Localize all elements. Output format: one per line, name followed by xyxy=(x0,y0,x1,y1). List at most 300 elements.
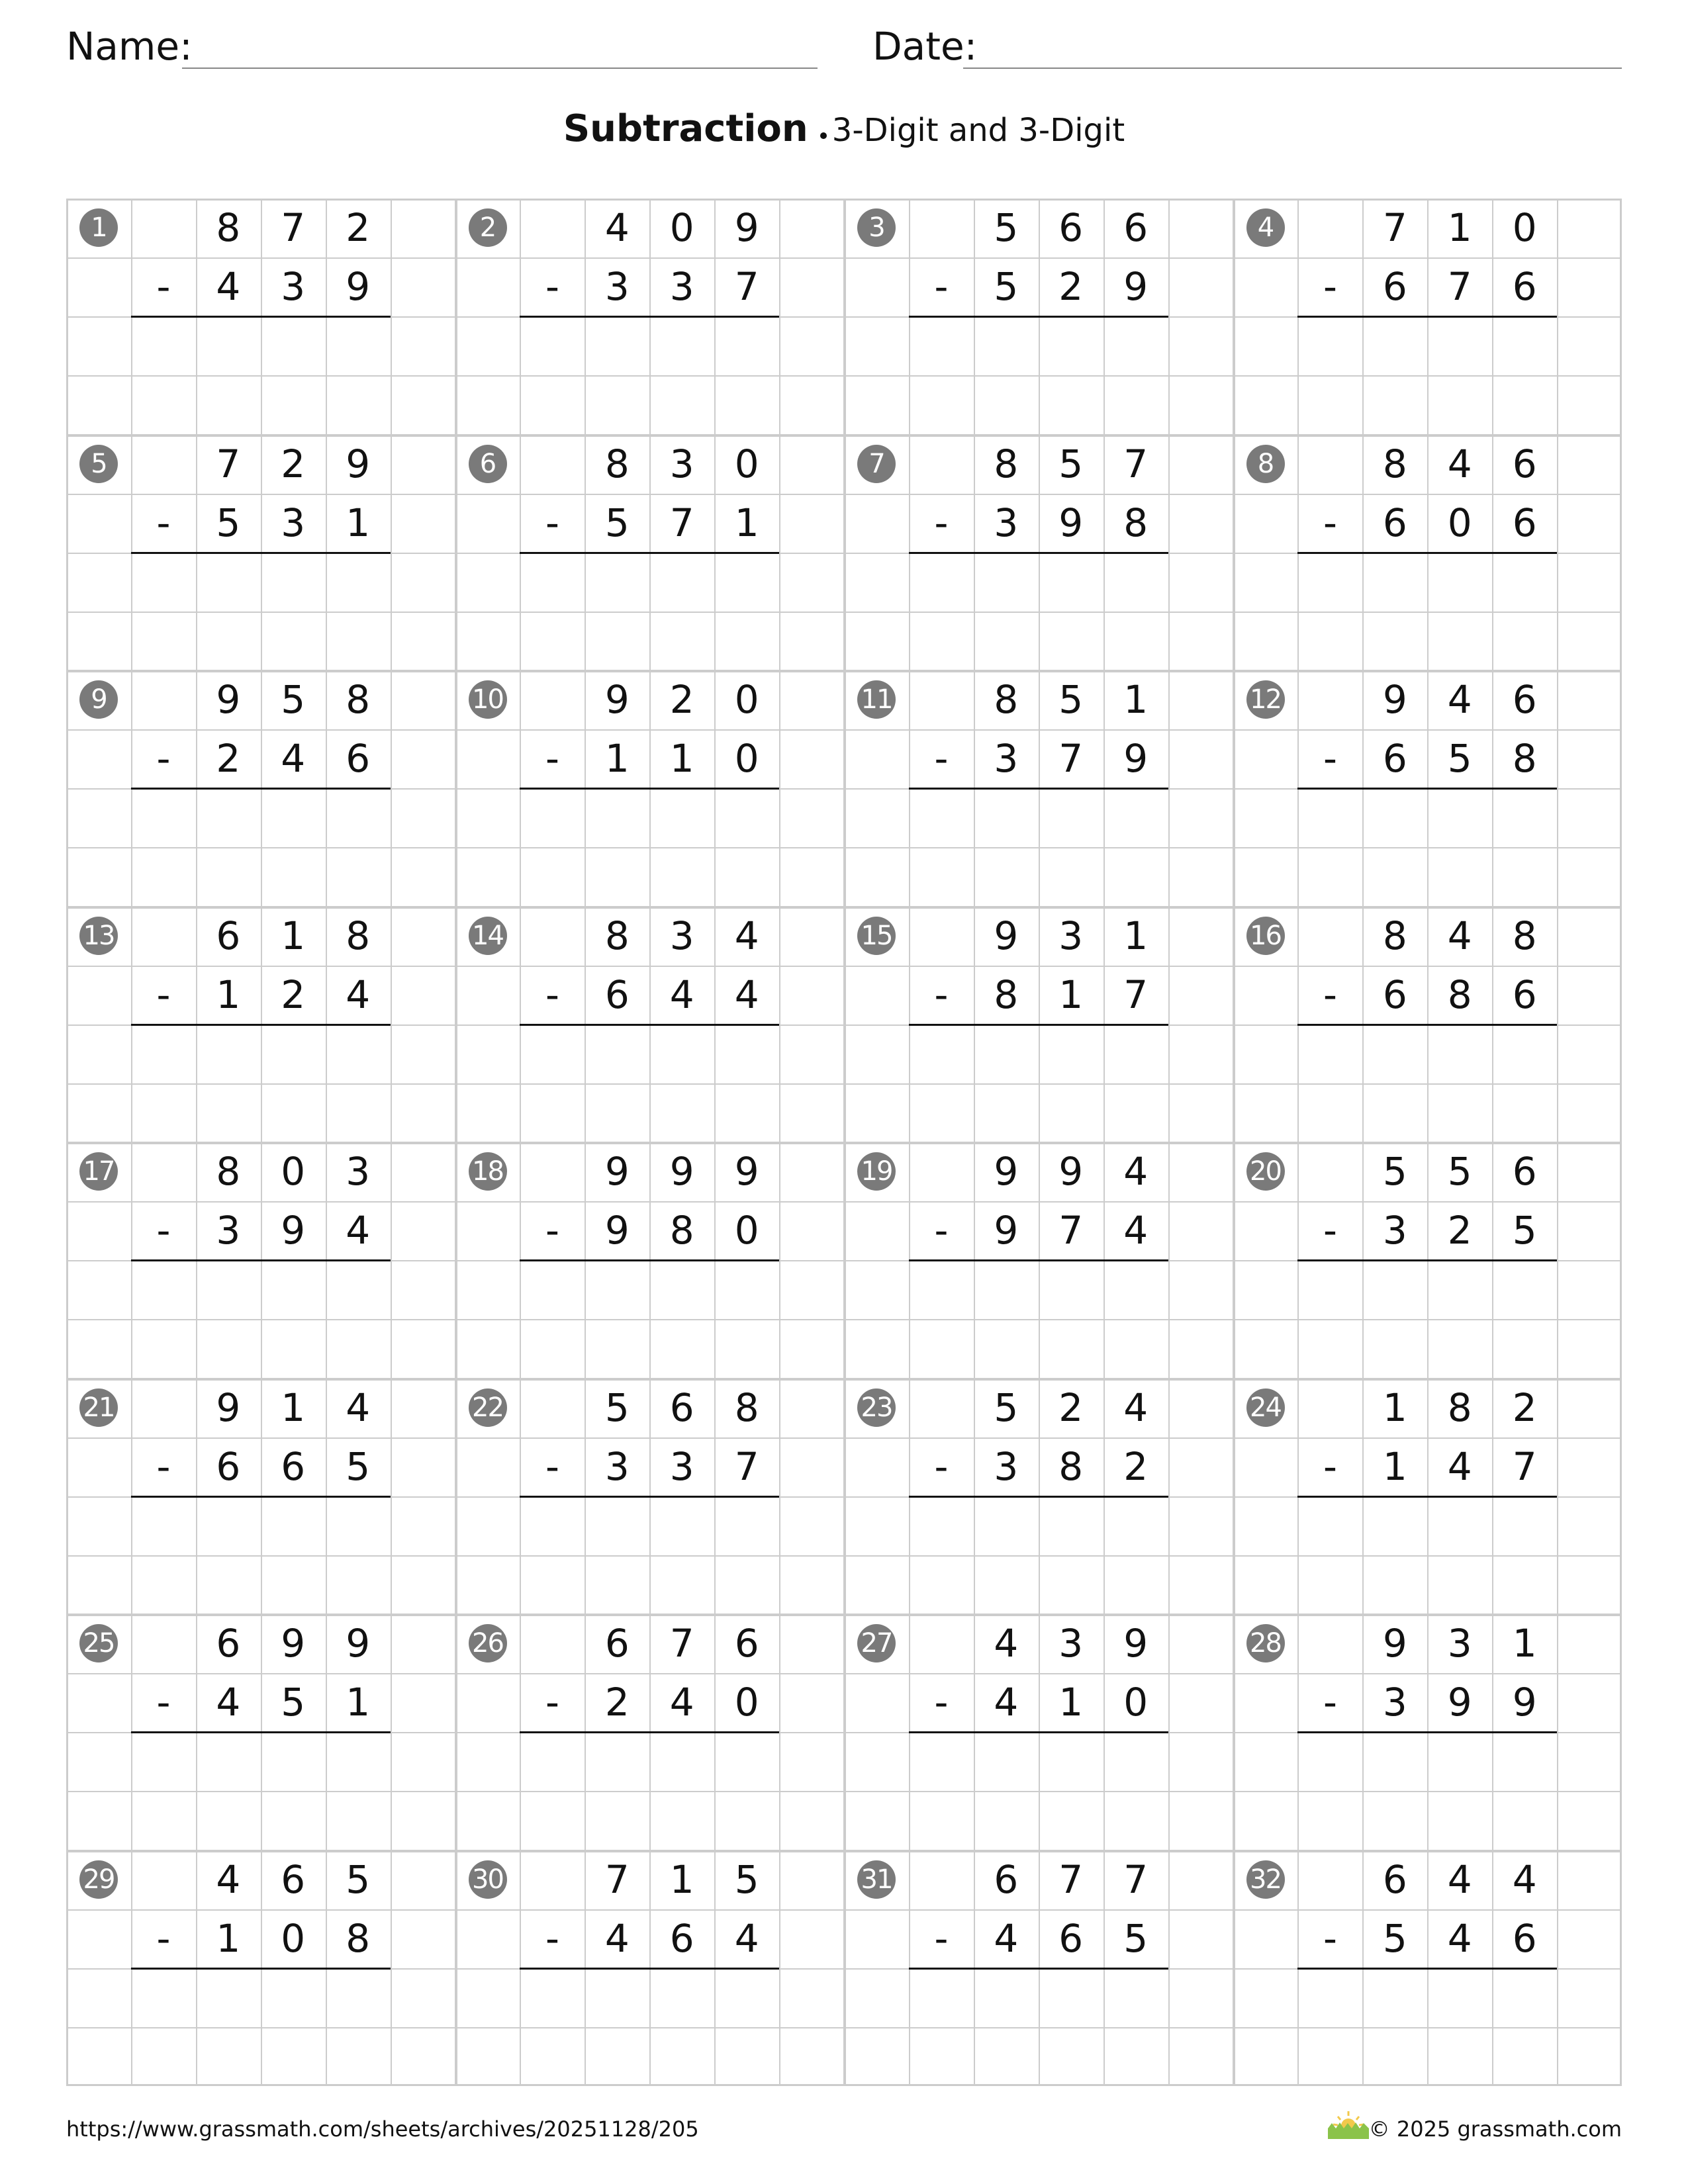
answer-cell[interactable] xyxy=(974,1791,1039,1850)
answer-cell[interactable] xyxy=(974,1732,1039,1791)
subtrahend-digit: 1 xyxy=(1058,972,1084,1017)
problem-number-badge: 24 xyxy=(1246,1388,1285,1427)
problem-number-badge: 11 xyxy=(857,680,896,719)
answer-cell[interactable] xyxy=(1039,1496,1103,1555)
answer-cell[interactable] xyxy=(1103,316,1168,375)
subtrahend-digit: 7 xyxy=(1058,1208,1084,1253)
answer-cell[interactable] xyxy=(1492,375,1557,434)
minuend-digit: 0 xyxy=(281,1149,306,1194)
problem-number-badge: 25 xyxy=(79,1624,118,1662)
minuend-digit: 0 xyxy=(669,205,694,250)
answer-cell[interactable] xyxy=(714,2027,779,2086)
answer-cell[interactable] xyxy=(261,553,326,612)
subtrahend-digit: 8 xyxy=(346,1915,371,1961)
answer-cell[interactable] xyxy=(585,1260,649,1319)
answer-cell[interactable] xyxy=(585,788,649,847)
answer-cell[interactable] xyxy=(649,1732,714,1791)
minuend-digit: 3 xyxy=(1058,913,1084,958)
answer-cell[interactable] xyxy=(585,316,649,375)
answer-cell[interactable] xyxy=(196,1083,261,1142)
minus-sign: - xyxy=(545,1443,559,1489)
answer-cell[interactable] xyxy=(1427,1555,1492,1614)
subtrahend-digit: 5 xyxy=(346,1443,371,1489)
answer-cell[interactable] xyxy=(1492,1968,1557,2027)
minuend-digit: 9 xyxy=(346,441,371,486)
minuend-digit: 2 xyxy=(1058,1385,1084,1430)
answer-cell[interactable] xyxy=(585,1024,649,1083)
minuend-digit: 5 xyxy=(346,1856,371,1902)
answer-cell[interactable] xyxy=(974,1968,1039,2027)
minus-sign: - xyxy=(156,1915,171,1961)
subtrahend-digit: 0 xyxy=(734,1680,759,1725)
answer-cell[interactable] xyxy=(196,847,261,906)
name-label: Name: xyxy=(66,24,193,69)
minuend-digit: 9 xyxy=(216,677,241,722)
minuend-digit: 7 xyxy=(604,1856,630,1902)
answer-cell[interactable] xyxy=(585,375,649,434)
answer-cell[interactable] xyxy=(974,847,1039,906)
answer-cell[interactable] xyxy=(974,1024,1039,1083)
problem-number-badge: 19 xyxy=(857,1152,896,1191)
answer-cell[interactable] xyxy=(196,1968,261,2027)
subtrahend-digit: 4 xyxy=(281,736,306,782)
subtrahend-digit: 7 xyxy=(1058,736,1084,782)
answer-cell[interactable] xyxy=(649,1496,714,1555)
answer-cell[interactable] xyxy=(649,847,714,906)
minuend-digit: 3 xyxy=(1058,1621,1084,1666)
minuend-digit: 8 xyxy=(216,1149,241,1194)
answer-cell[interactable] xyxy=(326,1319,391,1378)
answer-cell[interactable] xyxy=(261,1968,326,2027)
minuend-digit: 4 xyxy=(1447,1856,1472,1902)
answer-cell[interactable] xyxy=(1103,612,1168,670)
problem-number-badge: 28 xyxy=(1246,1624,1285,1662)
minuend-digit: 5 xyxy=(604,1385,630,1430)
answer-cell[interactable] xyxy=(974,788,1039,847)
answer-cell[interactable] xyxy=(714,1260,779,1319)
answer-cell[interactable] xyxy=(1103,788,1168,847)
answer-cell[interactable] xyxy=(261,1732,326,1791)
subtrahend-digit: 4 xyxy=(1447,1915,1472,1961)
problem-number-badge: 21 xyxy=(79,1388,118,1427)
answer-cell[interactable] xyxy=(649,1260,714,1319)
subtrahend-digit: 8 xyxy=(994,972,1019,1017)
minuend-digit: 9 xyxy=(1382,1621,1407,1666)
answer-cell[interactable] xyxy=(1039,847,1103,906)
problem-number-badge: 18 xyxy=(469,1152,507,1191)
answer-cell[interactable] xyxy=(1492,788,1557,847)
answer-cell[interactable] xyxy=(1362,1024,1427,1083)
answer-cell[interactable] xyxy=(714,316,779,375)
answer-cell[interactable] xyxy=(326,1260,391,1319)
answer-cell[interactable] xyxy=(1362,847,1427,906)
minuend-digit: 6 xyxy=(1058,205,1084,250)
answer-cell[interactable] xyxy=(1103,1791,1168,1850)
answer-cell[interactable] xyxy=(714,1496,779,1555)
answer-cell[interactable] xyxy=(1492,1791,1557,1850)
answer-cell[interactable] xyxy=(1039,1791,1103,1850)
answer-cell[interactable] xyxy=(1427,612,1492,670)
answer-cell[interactable] xyxy=(714,1555,779,1614)
minus-sign: - xyxy=(156,264,171,310)
answer-cell[interactable] xyxy=(1362,1496,1427,1555)
answer-cell[interactable] xyxy=(1103,1260,1168,1319)
answer-cell[interactable] xyxy=(1492,1496,1557,1555)
minuend-digit: 9 xyxy=(1382,677,1407,722)
answer-cell[interactable] xyxy=(974,1496,1039,1555)
answer-cell[interactable] xyxy=(261,1555,326,1614)
answer-cell[interactable] xyxy=(649,788,714,847)
answer-cell[interactable] xyxy=(1103,847,1168,906)
problem-number-badge: 31 xyxy=(857,1860,896,1899)
answer-cell[interactable] xyxy=(1427,375,1492,434)
answer-cell[interactable] xyxy=(326,788,391,847)
answer-cell[interactable] xyxy=(1427,847,1492,906)
minus-sign: - xyxy=(545,736,559,782)
answer-cell[interactable] xyxy=(649,1791,714,1850)
name-field-line[interactable] xyxy=(182,68,818,69)
answer-cell[interactable] xyxy=(1362,788,1427,847)
answer-cell[interactable] xyxy=(326,612,391,670)
answer-cell[interactable] xyxy=(1492,1555,1557,1614)
subtrahend-digit: 8 xyxy=(1512,736,1537,782)
answer-cell[interactable] xyxy=(261,612,326,670)
answer-cell[interactable] xyxy=(1427,1319,1492,1378)
answer-cell[interactable] xyxy=(1039,1083,1103,1142)
answer-cell[interactable] xyxy=(1039,1260,1103,1319)
answer-cell[interactable] xyxy=(261,1083,326,1142)
answer-cell[interactable] xyxy=(326,2027,391,2086)
minuend-digit: 9 xyxy=(346,1621,371,1666)
minuend-digit: 4 xyxy=(1447,913,1472,958)
answer-cell[interactable] xyxy=(1427,1968,1492,2027)
answer-cell[interactable] xyxy=(1103,1024,1168,1083)
answer-cell[interactable] xyxy=(714,1083,779,1142)
answer-cell[interactable] xyxy=(1492,316,1557,375)
subtrahend-digit: 0 xyxy=(734,736,759,782)
answer-cell[interactable] xyxy=(261,788,326,847)
answer-cell[interactable] xyxy=(1492,1083,1557,1142)
answer-cell[interactable] xyxy=(326,1968,391,2027)
answer-cell[interactable] xyxy=(261,847,326,906)
minuend-digit: 8 xyxy=(604,441,630,486)
answer-cell[interactable] xyxy=(714,1732,779,1791)
answer-cell[interactable] xyxy=(326,847,391,906)
subtrahend-digit: 8 xyxy=(1058,1443,1084,1489)
answer-cell[interactable] xyxy=(1039,788,1103,847)
minuend-digit: 5 xyxy=(1382,1149,1407,1194)
answer-cell[interactable] xyxy=(196,1024,261,1083)
minuend-digit: 4 xyxy=(734,913,759,958)
minus-sign: - xyxy=(545,972,559,1017)
answer-cell[interactable] xyxy=(1103,1319,1168,1378)
answer-cell[interactable] xyxy=(1039,612,1103,670)
subtrahend-digit: 4 xyxy=(216,264,241,310)
answer-cell[interactable] xyxy=(1427,316,1492,375)
minus-sign: - xyxy=(934,264,949,310)
minuend-digit: 1 xyxy=(1123,677,1149,722)
problem-number-badge: 9 xyxy=(79,680,118,719)
subtrahend-digit: 1 xyxy=(216,972,241,1017)
answer-cell[interactable] xyxy=(196,788,261,847)
minuend-digit: 5 xyxy=(1058,677,1084,722)
answer-cell[interactable] xyxy=(1039,553,1103,612)
answer-cell[interactable] xyxy=(974,316,1039,375)
answer-cell[interactable] xyxy=(1492,612,1557,670)
answer-cell[interactable] xyxy=(974,553,1039,612)
answer-cell[interactable] xyxy=(196,553,261,612)
answer-cell[interactable] xyxy=(585,612,649,670)
subtrahend-digit: 9 xyxy=(1512,1680,1537,1725)
answer-cell[interactable] xyxy=(1039,2027,1103,2086)
answer-cell[interactable] xyxy=(714,375,779,434)
answer-cell[interactable] xyxy=(974,612,1039,670)
answer-cell[interactable] xyxy=(326,375,391,434)
answer-cell[interactable] xyxy=(649,612,714,670)
minus-sign: - xyxy=(1323,264,1337,310)
answer-cell[interactable] xyxy=(714,1024,779,1083)
minuend-digit: 2 xyxy=(346,205,371,250)
answer-cell[interactable] xyxy=(649,1024,714,1083)
answer-cell[interactable] xyxy=(261,1024,326,1083)
answer-cell[interactable] xyxy=(585,1319,649,1378)
subtrahend-digit: 4 xyxy=(346,972,371,1017)
answer-cell[interactable] xyxy=(1492,1319,1557,1378)
answer-cell[interactable] xyxy=(326,1791,391,1850)
answer-cell[interactable] xyxy=(714,788,779,847)
problem-number-badge: 1 xyxy=(79,208,118,247)
minuend-digit: 9 xyxy=(1123,1621,1149,1666)
answer-cell[interactable] xyxy=(196,1732,261,1791)
answer-cell[interactable] xyxy=(326,553,391,612)
answer-cell[interactable] xyxy=(1362,1260,1427,1319)
answer-cell[interactable] xyxy=(261,2027,326,2086)
answer-cell[interactable] xyxy=(649,1083,714,1142)
answer-cell[interactable] xyxy=(1492,1732,1557,1791)
minuend-digit: 9 xyxy=(994,1149,1019,1194)
answer-cell[interactable] xyxy=(649,553,714,612)
subtrahend-digit: 9 xyxy=(1058,500,1084,545)
subtrahend-digit: 9 xyxy=(604,1208,630,1253)
answer-cell[interactable] xyxy=(261,316,326,375)
minuend-digit: 3 xyxy=(669,441,694,486)
minuend-digit: 9 xyxy=(604,1149,630,1194)
minuend-digit: 0 xyxy=(734,441,759,486)
answer-cell[interactable] xyxy=(649,375,714,434)
answer-cell[interactable] xyxy=(1492,1260,1557,1319)
answer-cell[interactable] xyxy=(714,1791,779,1850)
answer-cell[interactable] xyxy=(1103,1968,1168,2027)
answer-cell[interactable] xyxy=(1103,375,1168,434)
answer-cell[interactable] xyxy=(585,1968,649,2027)
answer-cell[interactable] xyxy=(585,1732,649,1791)
answer-cell[interactable] xyxy=(1362,1791,1427,1850)
subtrahend-digit: 6 xyxy=(1382,500,1407,545)
subtrahend-digit: 6 xyxy=(1512,500,1537,545)
problem-number-badge: 30 xyxy=(469,1860,507,1899)
answer-cell[interactable] xyxy=(1362,1083,1427,1142)
answer-cell[interactable] xyxy=(649,2027,714,2086)
answer-cell[interactable] xyxy=(1103,1496,1168,1555)
answer-cell[interactable] xyxy=(1362,612,1427,670)
answer-cell[interactable] xyxy=(649,316,714,375)
answer-cell[interactable] xyxy=(649,1968,714,2027)
minuend-digit: 8 xyxy=(216,205,241,250)
subtrahend-digit: 4 xyxy=(994,1915,1019,1961)
answer-cell[interactable] xyxy=(1039,1319,1103,1378)
answer-cell[interactable] xyxy=(326,1024,391,1083)
minuend-digit: 4 xyxy=(1123,1385,1149,1430)
answer-cell[interactable] xyxy=(974,1319,1039,1378)
minuend-digit: 5 xyxy=(994,205,1019,250)
minuend-digit: 6 xyxy=(734,1621,759,1666)
answer-cell[interactable] xyxy=(196,1496,261,1555)
minuend-digit: 1 xyxy=(1123,913,1149,958)
answer-cell[interactable] xyxy=(585,1555,649,1614)
answer-cell[interactable] xyxy=(585,2027,649,2086)
minuend-digit: 5 xyxy=(994,1385,1019,1430)
answer-cell[interactable] xyxy=(714,1319,779,1378)
answer-cell[interactable] xyxy=(1362,375,1427,434)
answer-cell[interactable] xyxy=(1427,1260,1492,1319)
minuend-digit: 3 xyxy=(346,1149,371,1194)
minuend-digit: 0 xyxy=(1512,205,1537,250)
minuend-digit: 1 xyxy=(669,1856,694,1902)
answer-cell[interactable] xyxy=(1039,1732,1103,1791)
minuend-digit: 8 xyxy=(1447,1385,1472,1430)
answer-cell[interactable] xyxy=(1492,2027,1557,2086)
answer-cell[interactable] xyxy=(1103,1555,1168,1614)
answer-cell[interactable] xyxy=(326,316,391,375)
problem-number-badge: 29 xyxy=(79,1860,118,1899)
answer-cell[interactable] xyxy=(261,375,326,434)
answer-cell[interactable] xyxy=(974,375,1039,434)
answer-cell[interactable] xyxy=(1427,553,1492,612)
minuend-digit: 3 xyxy=(669,913,694,958)
answer-cell[interactable] xyxy=(261,1496,326,1555)
answer-cell[interactable] xyxy=(1362,1319,1427,1378)
minus-sign: - xyxy=(156,500,171,545)
problem-number-badge: 8 xyxy=(1246,445,1285,483)
answer-cell[interactable] xyxy=(326,1555,391,1614)
answer-cell[interactable] xyxy=(585,1791,649,1850)
answer-cell[interactable] xyxy=(196,316,261,375)
answer-cell[interactable] xyxy=(1039,375,1103,434)
answer-cell[interactable] xyxy=(261,1319,326,1378)
subtrahend-digit: 3 xyxy=(216,1208,241,1253)
answer-cell[interactable] xyxy=(585,1496,649,1555)
date-label: Date: xyxy=(872,24,978,69)
answer-cell[interactable] xyxy=(1103,2027,1168,2086)
minuend-digit: 8 xyxy=(1382,441,1407,486)
answer-cell[interactable] xyxy=(1427,788,1492,847)
answer-cell[interactable] xyxy=(1103,1732,1168,1791)
answer-cell[interactable] xyxy=(649,1319,714,1378)
answer-cell[interactable] xyxy=(1362,1968,1427,2027)
subtrahend-digit: 4 xyxy=(994,1680,1019,1725)
answer-cell[interactable] xyxy=(1492,1024,1557,1083)
answer-cell[interactable] xyxy=(1362,1732,1427,1791)
subtrahend-digit: 0 xyxy=(734,1208,759,1253)
answer-cell[interactable] xyxy=(1492,847,1557,906)
answer-cell[interactable] xyxy=(326,1083,391,1142)
answer-cell[interactable] xyxy=(261,1260,326,1319)
answer-cell[interactable] xyxy=(714,847,779,906)
minuend-digit: 6 xyxy=(669,1385,694,1430)
minus-sign: - xyxy=(1323,1208,1337,1253)
answer-cell[interactable] xyxy=(714,553,779,612)
answer-cell[interactable] xyxy=(261,1791,326,1850)
problem-number-badge: 14 xyxy=(469,917,507,955)
problem-number-badge: 17 xyxy=(79,1152,118,1191)
subtrahend-digit: 3 xyxy=(669,264,694,310)
answer-cell[interactable] xyxy=(1039,1968,1103,2027)
answer-cell[interactable] xyxy=(196,1555,261,1614)
answer-cell[interactable] xyxy=(1362,2027,1427,2086)
answer-cell[interactable] xyxy=(1427,1083,1492,1142)
answer-cell[interactable] xyxy=(1492,553,1557,612)
answer-cell[interactable] xyxy=(974,2027,1039,2086)
answer-cell[interactable] xyxy=(585,1083,649,1142)
minuend-digit: 6 xyxy=(1512,1149,1537,1194)
title-main: Subtraction xyxy=(563,107,808,150)
subtrahend-digit: 1 xyxy=(734,500,759,545)
subtrahend-digit: 7 xyxy=(1512,1443,1537,1489)
answer-cell[interactable] xyxy=(585,847,649,906)
answer-cell[interactable] xyxy=(196,1260,261,1319)
answer-cell[interactable] xyxy=(714,612,779,670)
answer-cell[interactable] xyxy=(1039,316,1103,375)
answer-cell[interactable] xyxy=(1039,1024,1103,1083)
answer-cell[interactable] xyxy=(1427,1496,1492,1555)
answer-cell[interactable] xyxy=(1362,316,1427,375)
answer-cell[interactable] xyxy=(1427,1024,1492,1083)
answer-cell[interactable] xyxy=(1103,553,1168,612)
answer-cell[interactable] xyxy=(974,1555,1039,1614)
minus-sign: - xyxy=(934,972,949,1017)
answer-cell[interactable] xyxy=(974,1083,1039,1142)
minus-sign: - xyxy=(934,1443,949,1489)
answer-cell[interactable] xyxy=(196,375,261,434)
answer-cell[interactable] xyxy=(1427,1732,1492,1791)
subtrahend-digit: 9 xyxy=(281,1208,306,1253)
answer-cell[interactable] xyxy=(326,1496,391,1555)
answer-cell[interactable] xyxy=(649,1555,714,1614)
subtrahend-digit: 3 xyxy=(669,1443,694,1489)
subtrahend-digit: 5 xyxy=(281,1680,306,1725)
problem-number-badge: 26 xyxy=(469,1624,507,1662)
answer-cell[interactable] xyxy=(326,1732,391,1791)
answer-cell[interactable] xyxy=(1362,1555,1427,1614)
answer-cell[interactable] xyxy=(196,2027,261,2086)
subtrahend-digit: 0 xyxy=(281,1915,306,1961)
answer-cell[interactable] xyxy=(585,553,649,612)
answer-cell[interactable] xyxy=(196,1791,261,1850)
minuend-digit: 2 xyxy=(1512,1385,1537,1430)
minuend-digit: 6 xyxy=(281,1856,306,1902)
subtrahend-digit: 1 xyxy=(604,736,630,782)
date-field-line[interactable] xyxy=(963,68,1622,69)
answer-cell[interactable] xyxy=(1427,1791,1492,1850)
answer-cell[interactable] xyxy=(974,1260,1039,1319)
answer-cell[interactable] xyxy=(1362,553,1427,612)
answer-cell[interactable] xyxy=(714,1968,779,2027)
answer-cell[interactable] xyxy=(196,612,261,670)
answer-cell[interactable] xyxy=(196,1319,261,1378)
answer-cell[interactable] xyxy=(1103,1083,1168,1142)
answer-cell[interactable] xyxy=(1427,2027,1492,2086)
answer-cell[interactable] xyxy=(1039,1555,1103,1614)
